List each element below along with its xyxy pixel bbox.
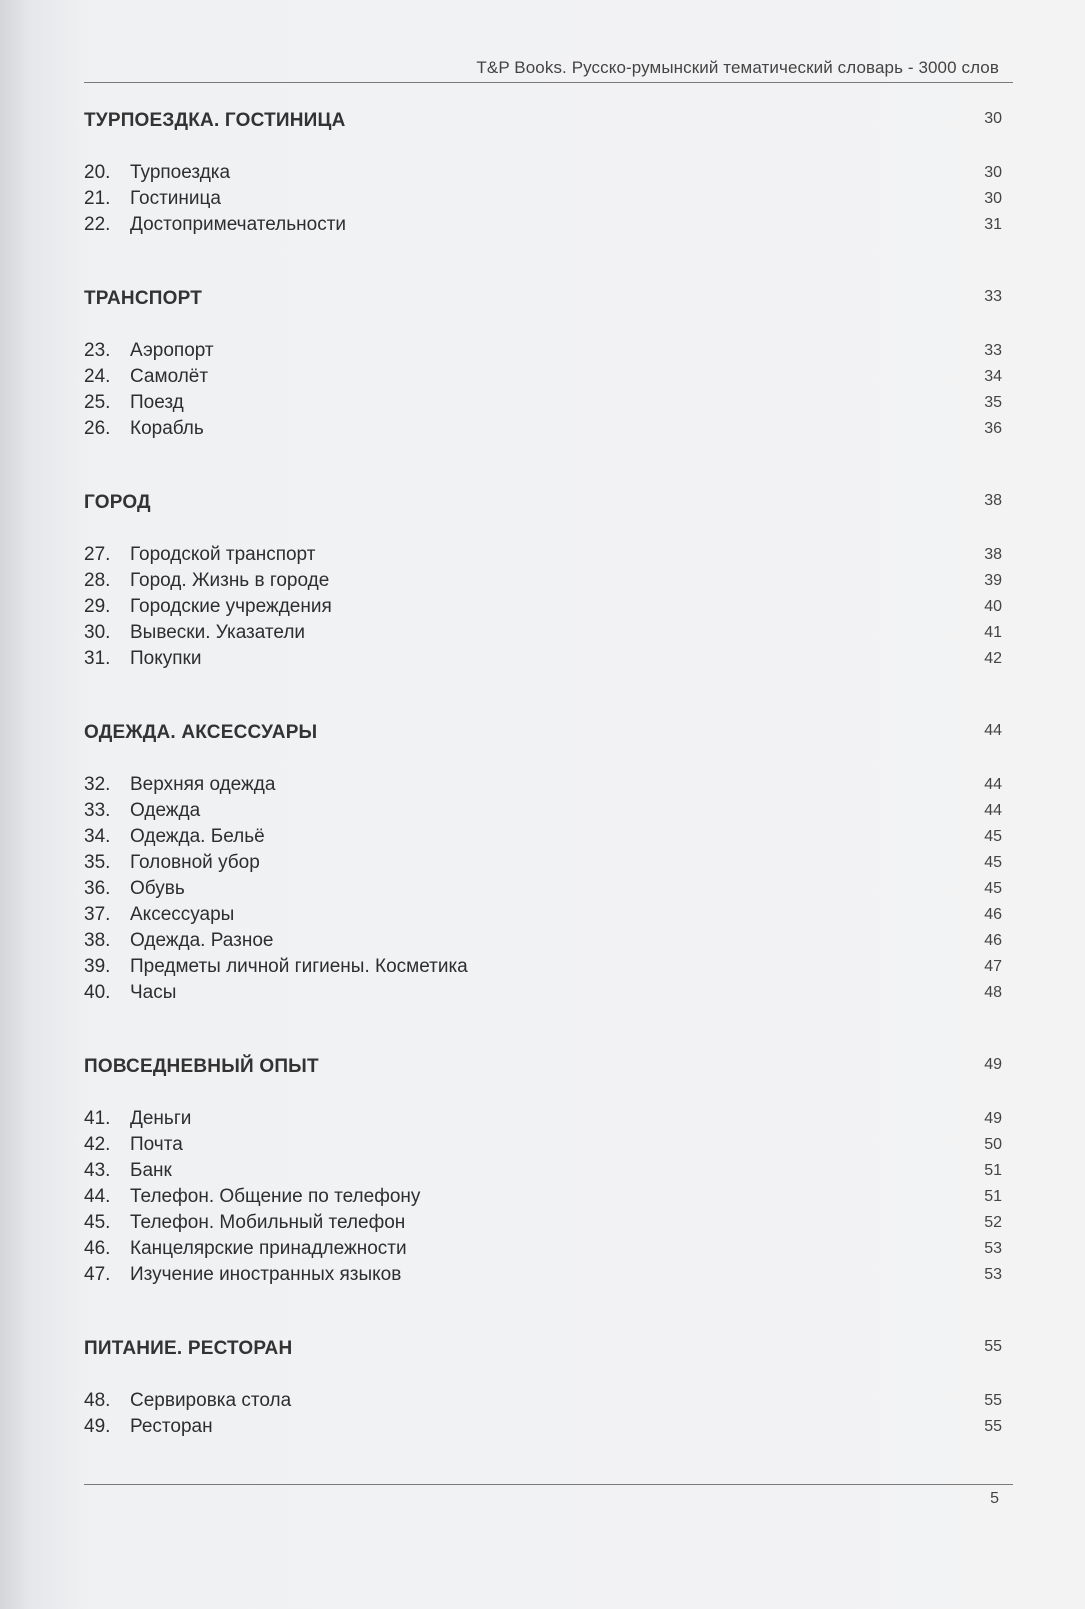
- toc-entry: [84, 1414, 1002, 1440]
- entry-label: Верхняя одежда: [130, 774, 276, 795]
- entry-page-number: 51: [984, 1162, 1002, 1179]
- toc-section: [84, 1056, 1002, 1288]
- entry-label: Почта: [130, 1134, 183, 1155]
- toc-entry: [84, 1210, 1002, 1236]
- entry-page-number: 47: [984, 958, 1002, 975]
- entry-number: 30.: [84, 622, 111, 643]
- toc-entry: [84, 928, 1002, 954]
- section-title: ТРАНСПОРТ: [84, 288, 203, 309]
- entry-label: Банк: [130, 1160, 172, 1181]
- toc-entry: [84, 646, 1002, 672]
- entry-number: 35.: [84, 852, 111, 873]
- entry-number: 42.: [84, 1134, 111, 1155]
- entry-label: Телефон. Мобильный телефон: [130, 1212, 406, 1233]
- running-header: [84, 58, 1013, 83]
- toc-entry: [84, 824, 1002, 850]
- entry-number: 24.: [84, 366, 111, 387]
- entry-label: Предметы личной гигиены. Косметика: [130, 956, 468, 977]
- toc-entry: [84, 364, 1002, 390]
- entry-number: 29.: [84, 596, 111, 617]
- section-title: ПОВСЕДНЕВНЫЙ ОПЫТ: [84, 1056, 319, 1077]
- section-title: ТУРПОЕЗДКА. ГОСТИНИЦА: [84, 110, 346, 131]
- entry-number: 21.: [84, 188, 111, 209]
- entry-page-number: 45: [984, 854, 1002, 871]
- section-entries: [84, 160, 1002, 238]
- entry-label: Деньги: [130, 1108, 192, 1129]
- header-title: T&P Books. Русско-румынский тематический словарь - 3000 слов: [476, 58, 999, 77]
- entry-label: Поезд: [130, 392, 184, 413]
- entry-page-number: 44: [984, 776, 1002, 793]
- entry-page-number: 45: [984, 880, 1002, 897]
- entry-label: Город. Жизнь в городе: [130, 570, 330, 591]
- section-page-number: 38: [984, 492, 1002, 509]
- toc-entry: [84, 1106, 1002, 1132]
- section-heading: [84, 722, 1002, 748]
- section-heading: [84, 1056, 1002, 1082]
- toc-section: [84, 1338, 1002, 1440]
- entry-page-number: 38: [984, 546, 1002, 563]
- toc-entry: [84, 1388, 1002, 1414]
- entry-number: 25.: [84, 392, 111, 413]
- entry-label: Покупки: [130, 648, 202, 669]
- footer-divider: [84, 1484, 1013, 1485]
- entry-label: Одежда. Бельё: [130, 826, 265, 847]
- section-heading: [84, 1338, 1002, 1364]
- toc-entry: [84, 338, 1002, 364]
- toc-entry: [84, 876, 1002, 902]
- section-entries: [84, 542, 1002, 672]
- entry-label: Корабль: [130, 418, 204, 439]
- entry-label: Аэропорт: [130, 340, 214, 361]
- entry-page-number: 46: [984, 932, 1002, 949]
- entry-page-number: 45: [984, 828, 1002, 845]
- entry-label: Аксессуары: [130, 904, 235, 925]
- entry-number: 44.: [84, 1186, 111, 1207]
- entry-label: Турпоездка: [130, 162, 231, 183]
- toc-section: [84, 492, 1002, 672]
- toc-entry: [84, 186, 1002, 212]
- section-page-number: 30: [984, 110, 1002, 127]
- entry-page-number: 52: [984, 1214, 1002, 1231]
- section-entries: [84, 772, 1002, 1006]
- entry-page-number: 46: [984, 906, 1002, 923]
- toc-entry: [84, 416, 1002, 442]
- section-entries: [84, 1388, 1002, 1440]
- entry-page-number: 41: [984, 624, 1002, 641]
- entry-page-number: 48: [984, 984, 1002, 1001]
- entry-page-number: 50: [984, 1136, 1002, 1153]
- entry-label: Канцелярские принадлежности: [130, 1238, 407, 1259]
- entry-label: Обувь: [130, 878, 185, 899]
- entry-number: 48.: [84, 1390, 111, 1411]
- toc-entry: [84, 1158, 1002, 1184]
- entry-page-number: 34: [984, 368, 1002, 385]
- entry-page-number: 55: [984, 1418, 1002, 1435]
- entry-page-number: 53: [984, 1240, 1002, 1257]
- toc-entry: [84, 160, 1002, 186]
- entry-number: 38.: [84, 930, 111, 951]
- entry-number: 22.: [84, 214, 111, 235]
- table-of-contents: [84, 110, 1002, 1490]
- entry-label: Городские учреждения: [130, 596, 332, 617]
- entry-page-number: 42: [984, 650, 1002, 667]
- entry-number: 27.: [84, 544, 111, 565]
- entry-number: 40.: [84, 982, 111, 1003]
- entry-number: 39.: [84, 956, 111, 977]
- toc-entry: [84, 798, 1002, 824]
- section-heading: [84, 288, 1002, 314]
- entry-page-number: 53: [984, 1266, 1002, 1283]
- entry-label: Вывески. Указатели: [130, 622, 306, 643]
- toc-entry: [84, 1236, 1002, 1262]
- toc-entry: [84, 212, 1002, 238]
- section-title: ПИТАНИЕ. РЕСТОРАН: [84, 1338, 293, 1359]
- entry-label: Сервировка стола: [130, 1390, 292, 1411]
- section-heading: [84, 492, 1002, 518]
- section-title: ГОРОД: [84, 492, 151, 513]
- entry-number: 49.: [84, 1416, 111, 1437]
- entry-number: 26.: [84, 418, 111, 439]
- toc-section: [84, 722, 1002, 1006]
- entry-page-number: 33: [984, 342, 1002, 359]
- entry-number: 47.: [84, 1264, 111, 1285]
- toc-section: [84, 288, 1002, 442]
- entry-label: Головной убор: [130, 852, 260, 873]
- section-heading: [84, 110, 1002, 136]
- entry-page-number: 51: [984, 1188, 1002, 1205]
- section-page-number: 33: [984, 288, 1002, 305]
- entry-label: Одежда: [130, 800, 201, 821]
- entry-label: Часы: [130, 982, 177, 1003]
- toc-entry: [84, 850, 1002, 876]
- entry-label: Самолёт: [130, 366, 209, 387]
- toc-entry: [84, 1262, 1002, 1288]
- toc-entry: [84, 1132, 1002, 1158]
- entry-number: 28.: [84, 570, 111, 591]
- entry-number: 20.: [84, 162, 111, 183]
- toc-entry: [84, 954, 1002, 980]
- entry-number: 23.: [84, 340, 111, 361]
- entry-number: 41.: [84, 1108, 111, 1129]
- toc-entry: [84, 390, 1002, 416]
- entry-number: 34.: [84, 826, 111, 847]
- entry-page-number: 31: [984, 216, 1002, 233]
- entry-number: 33.: [84, 800, 111, 821]
- entry-label: Ресторан: [130, 1416, 213, 1437]
- toc-entry: [84, 980, 1002, 1006]
- toc-entry: [84, 542, 1002, 568]
- toc-entry: [84, 594, 1002, 620]
- entry-page-number: 40: [984, 598, 1002, 615]
- section-title: ОДЕЖДА. АКСЕССУАРЫ: [84, 722, 318, 743]
- entry-number: 36.: [84, 878, 111, 899]
- toc-entry: [84, 620, 1002, 646]
- entry-label: Достопримечательности: [130, 214, 347, 235]
- section-page-number: 55: [984, 1338, 1002, 1355]
- entry-label: Телефон. Общение по телефону: [130, 1186, 421, 1207]
- entry-page-number: 30: [984, 190, 1002, 207]
- entry-number: 31.: [84, 648, 111, 669]
- section-entries: [84, 1106, 1002, 1288]
- entry-label: Одежда. Разное: [130, 930, 274, 951]
- entry-number: 37.: [84, 904, 111, 925]
- toc-entry: [84, 1184, 1002, 1210]
- toc-section: [84, 110, 1002, 238]
- entry-page-number: 35: [984, 394, 1002, 411]
- page-number: 5: [990, 1490, 999, 1507]
- entry-label: Городской транспорт: [130, 544, 316, 565]
- entry-number: 46.: [84, 1238, 111, 1259]
- entry-number: 45.: [84, 1212, 111, 1233]
- toc-entry: [84, 568, 1002, 594]
- section-entries: [84, 338, 1002, 442]
- entry-page-number: 30: [984, 164, 1002, 181]
- entry-page-number: 36: [984, 420, 1002, 437]
- entry-number: 32.: [84, 774, 111, 795]
- entry-label: Гостиница: [130, 188, 221, 209]
- entry-page-number: 55: [984, 1392, 1002, 1409]
- section-page-number: 44: [984, 722, 1002, 739]
- entry-page-number: 44: [984, 802, 1002, 819]
- entry-page-number: 39: [984, 572, 1002, 589]
- entry-number: 43.: [84, 1160, 111, 1181]
- entry-label: Изучение иностранных языков: [130, 1264, 402, 1285]
- toc-entry: [84, 772, 1002, 798]
- section-page-number: 49: [984, 1056, 1002, 1073]
- toc-entry: [84, 902, 1002, 928]
- entry-page-number: 49: [984, 1110, 1002, 1127]
